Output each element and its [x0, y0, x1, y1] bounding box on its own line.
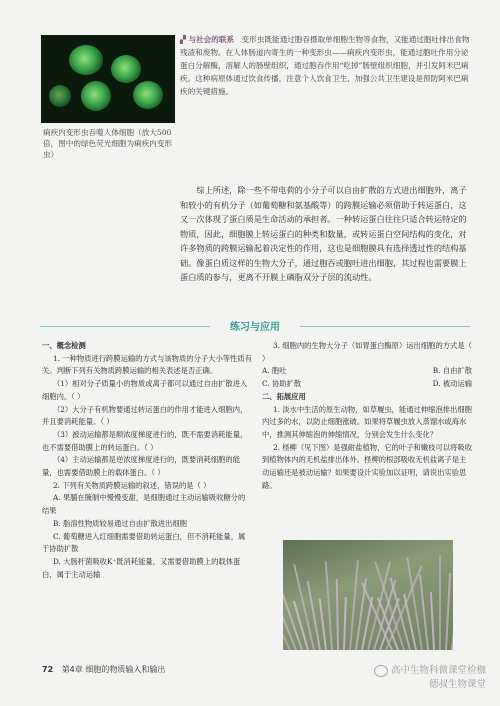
- answer-options-row: [262, 378, 472, 391]
- tamarisk-frond: [325, 561, 333, 650]
- page-footer: [42, 664, 165, 675]
- exercise-item: B. 脂溶性物质较易通过自由扩散进出细胞: [52, 518, 187, 528]
- answer-option: B. 自由扩散: [432, 366, 472, 376]
- amoeba-micrograph: [41, 35, 175, 123]
- figure-caption: 痢疾内变形虫吞噬人体细胞（放大500倍，图中的绿色荧光细胞为痢疾内变形虫）: [43, 128, 173, 159]
- tamarisk-frond: [307, 581, 321, 650]
- section-heading: 一、概念检测: [42, 341, 86, 350]
- green-cell: [133, 81, 163, 109]
- green-cell: [111, 55, 141, 83]
- exercise-item: （3）被动运输都是顺浓度梯度进行的，既不需要消耗能量，也不需要借助膜上的转运蛋白。（ ）: [42, 429, 248, 452]
- tamarisk-frond: [445, 573, 451, 650]
- exercise-right-column: [262, 340, 472, 492]
- answer-option: D. 被动运输: [432, 379, 472, 389]
- tamarisk-frond: [451, 591, 453, 650]
- watermark-line2: [429, 676, 486, 690]
- watermark-line1: [374, 662, 486, 677]
- summary-paragraph: 综上所述，除一些不带电荷的小分子可以自由扩散的方式进出细胞外，离子和较小的有机分子（如葡萄糖和氨基酸等）的跨膜运输必须借助于转运蛋白，这又一次体现了蛋白质是生命活动的承担者。一种转运蛋白往往只适合转运特定的物质，因此，细胞膜上转运蛋白的种类和数量，或转运蛋白空间结构的变化，对许多物质的跨膜运输起着决定性的作用，这也是细胞膜具有选择透过性的结构基础。像蛋白质这样的生物大分子，通过胞吞或胞吐进出细胞，其过程也需要膜上蛋白质的参与，更离不开膜上磷脂双分子层的流动性。: [180, 185, 467, 282]
- tamarisk-frond: [439, 555, 441, 650]
- exercise-banner: [40, 318, 470, 334]
- society-connection-box: [180, 33, 470, 98]
- tamarisk-frond: [343, 597, 347, 650]
- answer-option: C. 协助扩散: [262, 379, 302, 389]
- exercise-item: 2. 下列有关物质跨膜运输的叙述，错误的是（ ）: [52, 480, 211, 490]
- answer-option: A. 胞吐: [262, 366, 287, 376]
- exercise-item: A. 果脯在腌制中慢慢变甜，是细胞通过主动运输吸收糖分的结果: [42, 493, 246, 516]
- watermark-text-2: 德叔生物课堂: [428, 679, 486, 690]
- exercise-item: 2. 柽柳（见下图）是强耐盐植物，它的叶子和嫩枝可以将吸收到植物体内的无机盐排出体外。柽柳的根部吸收无机盐离子是主动运输还是被动运输？如果要设计实验加以证明，请说出实验思路。: [262, 442, 472, 490]
- exercise-item: 1. 淡水中生活的原生动物，如草履虫，能通过伸缩泡排出细胞内过多的水，以防止细胞涨破。如果将草履虫放入蒸馏水或海水中，推测其伸缩泡的伸缩情况，分别会发生什么变化？: [262, 404, 472, 439]
- society-badge-label: 与社会的联系: [188, 35, 235, 44]
- society-text: 变形虫既能通过胞吞摄取单细胞生物等食物，又能通过胞吐排出食物残渣和废物。在人体肠道内寄生的一种变形虫——痢疾内变形虫，能通过胞吐作用分泌蛋白分解酶，溶解人的肠壁组织，通过胞吞作用“吃掉”肠壁组织细胞，并引发阿米巴痢疾。这种病原体通过饮食传播，注意个人饮食卫生、加强公共卫生建设是预防阿米巴痢疾的关键措施。: [180, 35, 470, 96]
- exercise-item: （2）大分子有机物要通过转运蛋白的作用才能进入细胞内，并且要消耗能量。（ ）: [42, 404, 248, 427]
- exercise-item: （1）相对分子质量小的物质或离子都可以通过自由扩散进入细胞内。（ ）: [42, 379, 248, 401]
- exercise-item: （4）主动运输都是逆浓度梯度进行的，既要消耗细胞的能量，也需要借助膜上的载体蛋白。（ ）: [42, 455, 240, 478]
- exercise-title: 练习与应用: [230, 322, 280, 333]
- society-badge: ▞ 与社会的联系: [180, 35, 235, 44]
- green-cell: [81, 81, 111, 111]
- exercise-left-column: [42, 340, 252, 581]
- tamarisk-frond: [336, 579, 339, 650]
- watermark-text-1: 高中生物科微课堂检枷: [390, 665, 486, 676]
- exercise-item: 1. 一种物质进行跨膜运输的方式与该物质的分子大小等性质有关。判断下列有关物质跨膜运输的相关表述是否正确。: [42, 353, 252, 376]
- green-cell: [49, 85, 71, 107]
- exercise-item: D. 大肠杆菌吸收K⁺既消耗能量，又需要借助膜上的载体蛋白，属于主动运输: [42, 556, 241, 579]
- section-heading: 二、拓展应用: [262, 391, 306, 401]
- wechat-icon: [374, 665, 388, 677]
- tamarisk-photo: [283, 540, 453, 650]
- tamarisk-frond: [430, 592, 435, 650]
- exercise-item: 3. 细胞内的生物大分子（如胃蛋白酶原）运出细胞的方式是（ ）: [262, 341, 472, 363]
- page-number: 72: [42, 665, 54, 674]
- answer-options-row: [262, 365, 472, 378]
- exercise-item: C. 葡萄糖进入红细胞需要借助转运蛋白，但不消耗能量，属于协助扩散: [42, 531, 246, 554]
- green-cell: [69, 45, 103, 75]
- tamarisk-frond: [319, 598, 327, 650]
- chapter-label: 第4章 细胞的物质输入和输出: [61, 665, 166, 674]
